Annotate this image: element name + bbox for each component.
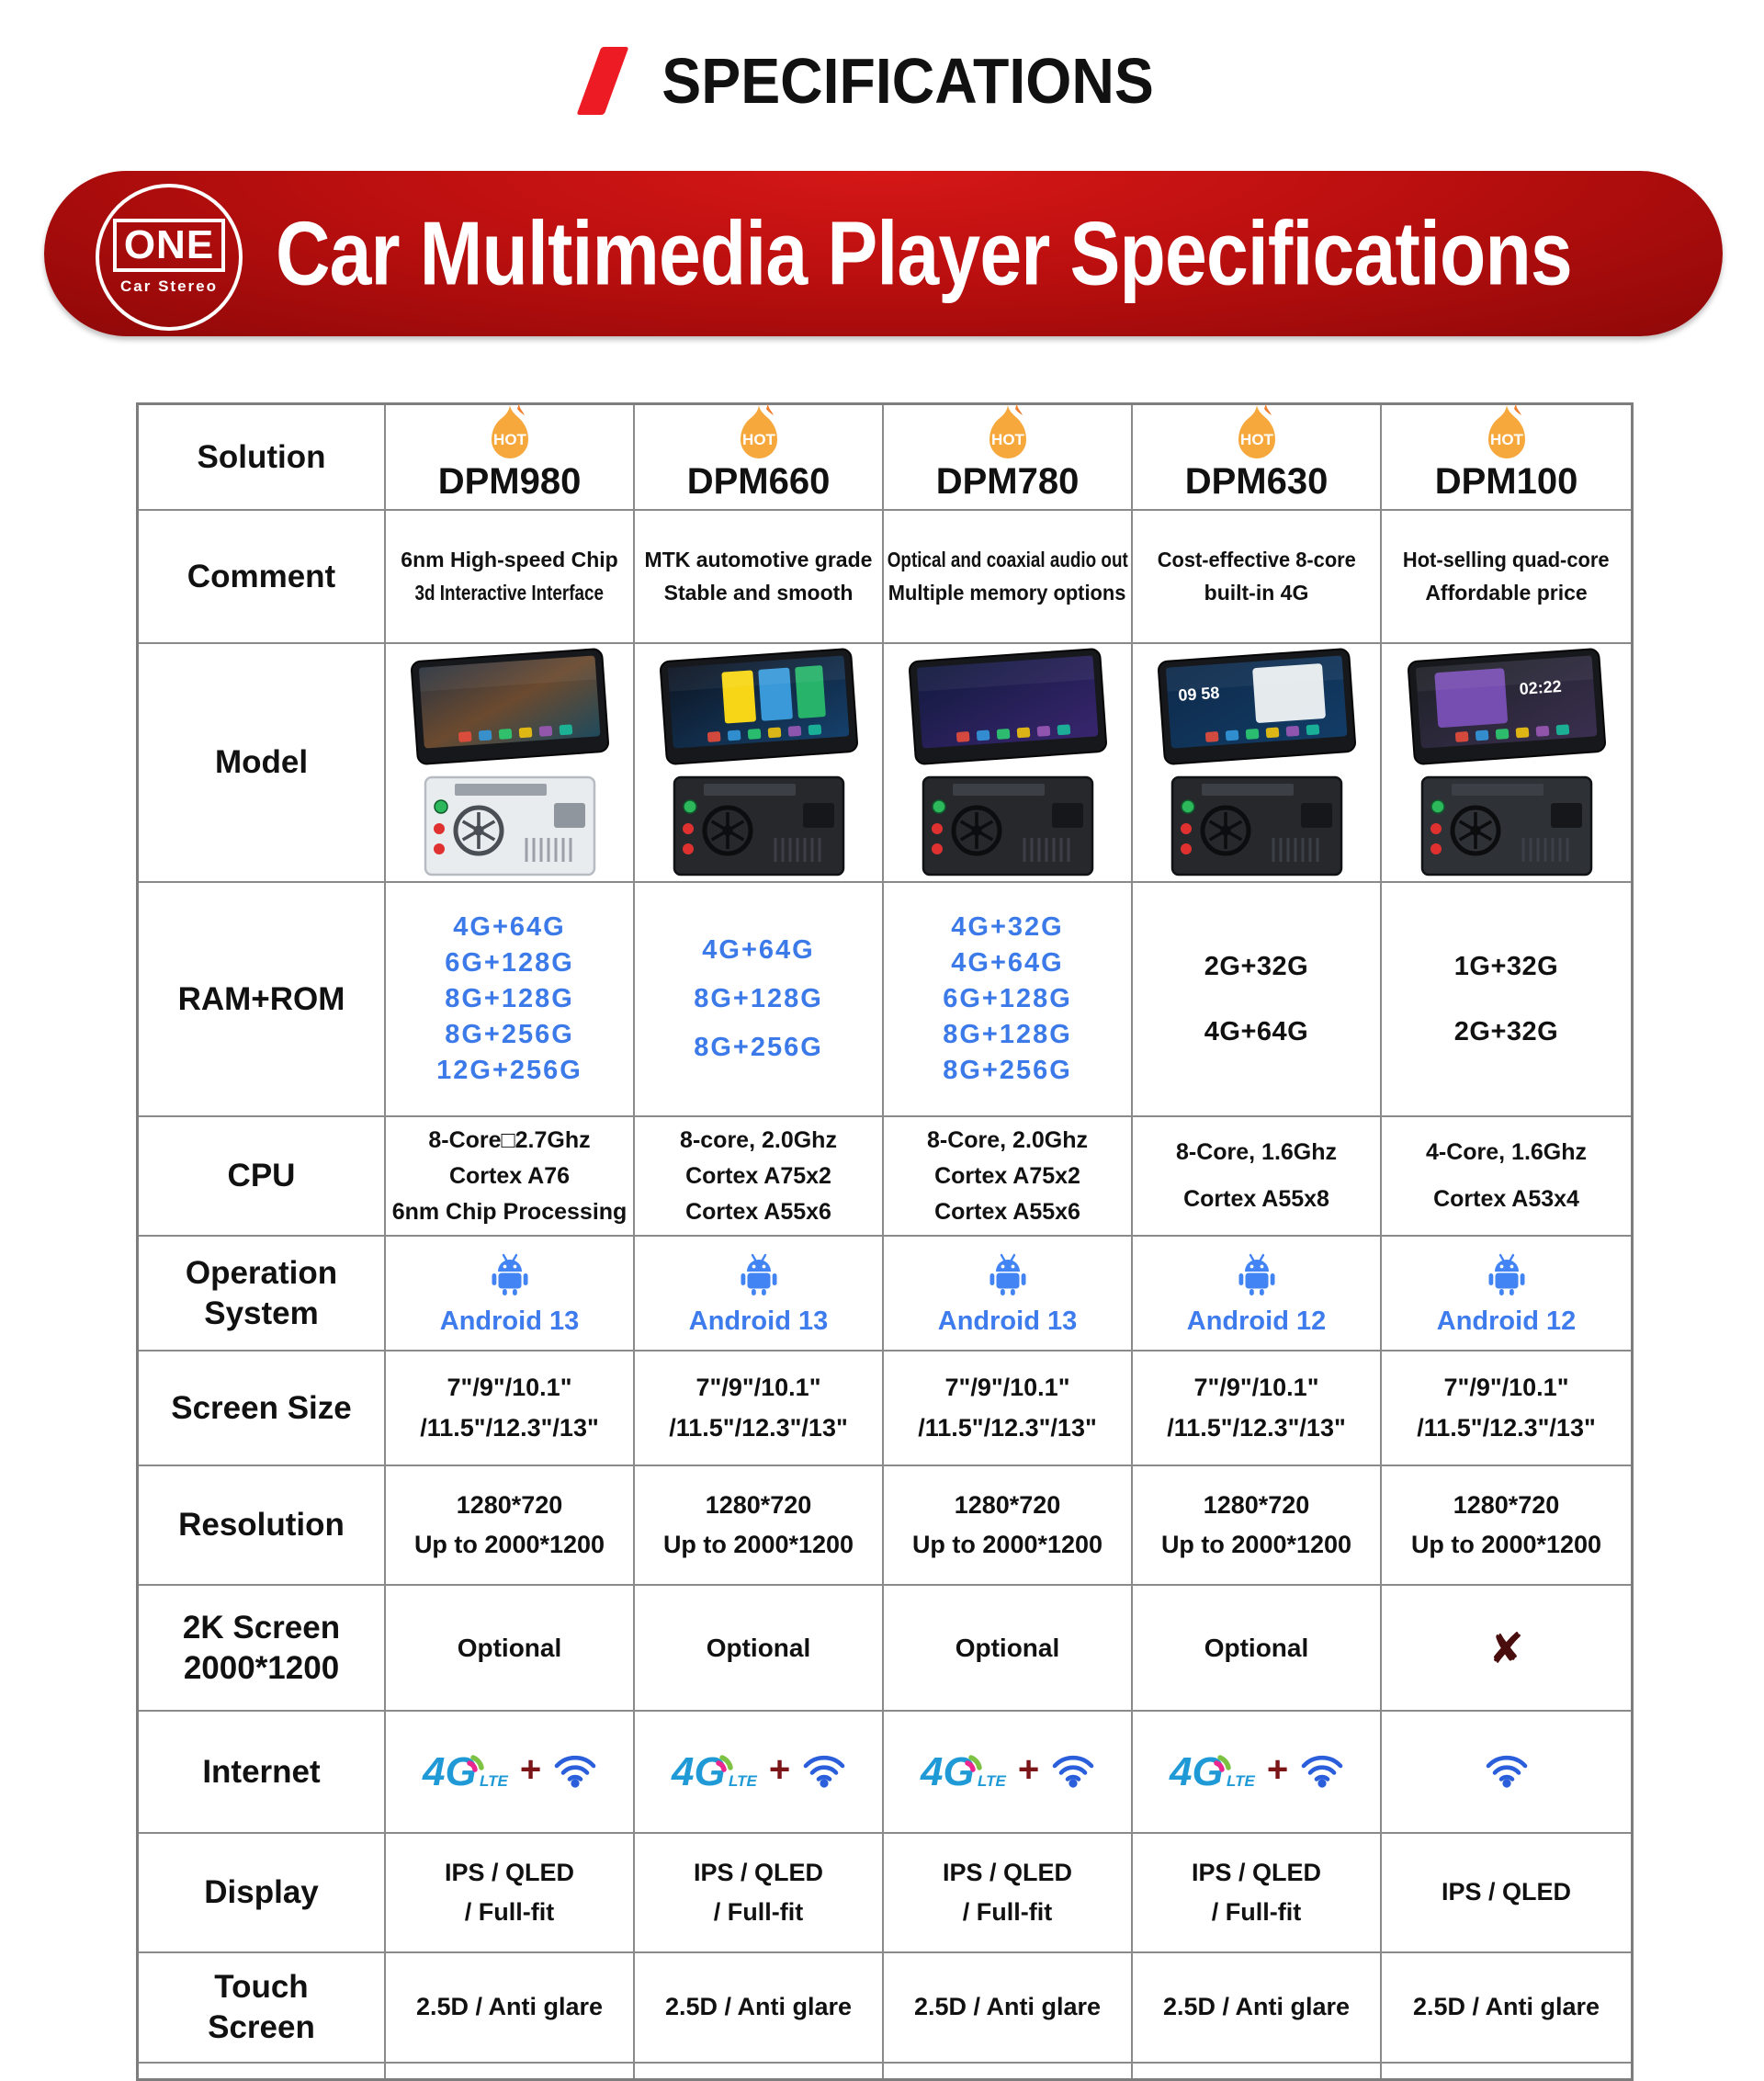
cell-solution-DPM780 — [884, 405, 1133, 511]
ram-rom-value: 8G+128G — [445, 984, 574, 1013]
cell-comment-DPM100 — [1382, 511, 1631, 644]
cell-touch-DPM780 — [884, 1953, 1133, 2064]
row-label-line: Operation — [185, 1254, 338, 1291]
internet-icons — [919, 1745, 1096, 1799]
ram-rom-value: 8G+256G — [694, 1033, 823, 1062]
cell-cpu-DPM780 — [884, 1117, 1133, 1237]
cpu-value: 6nm Chip Processing — [391, 1198, 628, 1225]
table-row-comment — [139, 511, 1631, 644]
cell-solution-DPM660 — [635, 405, 884, 511]
svg-text:4G: 4G — [920, 1749, 975, 1794]
banner — [44, 171, 1723, 336]
cell-screen_2k-DPM630 — [1133, 1586, 1382, 1712]
cell-display-DPM660 — [635, 1834, 884, 1953]
comment-text: MTK automotive grade — [644, 547, 873, 571]
svg-text:LTE: LTE — [728, 1772, 757, 1790]
comment-text: Optical and coaxial audio out — [887, 547, 1128, 571]
touch-screen-value: 2.5D / Anti glare — [1162, 1993, 1351, 2021]
hot-flame-icon — [484, 402, 536, 461]
ram-rom-value: 2G+32G — [1204, 951, 1309, 981]
cell-resolution-DPM630 — [1133, 1466, 1382, 1586]
2k-screen-value: Optional — [706, 1633, 811, 1662]
wifi-signal — [1299, 1751, 1345, 1793]
display-value: IPS / QLED — [942, 1858, 1073, 1886]
row-label-line: Display — [204, 1874, 319, 1911]
row-label-screen_2k — [139, 1586, 386, 1712]
banner-title: Car Multimedia Player Specifications — [276, 202, 1572, 304]
device-front — [899, 646, 1116, 772]
wifi-icon — [801, 1751, 847, 1788]
4g-lte-logo — [919, 1745, 1007, 1799]
cpu-value: 4-Core, 1.6Ghz — [1425, 1139, 1588, 1165]
comment-text: built-in 4G — [1204, 580, 1309, 605]
cpu-value: Cortex A75x2 — [685, 1162, 831, 1189]
cell-ram-DPM630 — [1133, 883, 1382, 1117]
cell-comment-DPM630 — [1133, 511, 1382, 644]
os-version: Android 13 — [688, 1306, 829, 1336]
partial-cell — [139, 2064, 386, 2078]
4g-lte-logo — [1168, 1745, 1256, 1799]
ram-rom-value: 8G+128G — [943, 1020, 1072, 1049]
plus-icon: + — [768, 1748, 791, 1790]
ram-rom-value: 6G+128G — [943, 984, 1072, 1013]
row-label-line: 2000*1200 — [183, 1649, 340, 1686]
row-label-line: RAM+ROM — [177, 980, 345, 1017]
col-header-DPM780: DPM780 — [935, 460, 1080, 502]
row-label-line: 2K Screen — [182, 1609, 341, 1646]
android-icon — [1486, 1250, 1528, 1296]
cpu-value: 8-Core, 1.6Ghz — [1175, 1139, 1338, 1165]
row-label-line: Resolution — [178, 1507, 345, 1544]
cpu-value: Cortex A55x8 — [1183, 1186, 1329, 1212]
android-robot — [489, 1250, 531, 1301]
hot-badge — [484, 402, 536, 461]
comment-line — [664, 577, 854, 610]
ram-rom-value: 2G+32G — [1453, 1016, 1559, 1046]
partial-cell — [1133, 2064, 1382, 2078]
row-label-ram — [139, 883, 386, 1117]
ram-rom-value: 8G+128G — [694, 984, 823, 1013]
partial-bottom-row — [139, 2064, 1631, 2078]
device-back — [1165, 772, 1349, 885]
device-back-image — [418, 772, 602, 880]
touch-screen-value: 2.5D / Anti glare — [664, 1993, 853, 2021]
android-icon — [987, 1250, 1029, 1296]
device-front — [1148, 646, 1365, 772]
device-front-image — [650, 646, 867, 767]
4g-lte-icon — [421, 1745, 509, 1794]
cell-model-DPM780 — [884, 644, 1133, 883]
svg-text:HOT: HOT — [1239, 430, 1273, 448]
svg-text:4G: 4G — [422, 1749, 477, 1794]
ram-rom-value: 6G+128G — [445, 948, 574, 978]
logo-one-text: ONE — [113, 219, 225, 271]
cell-internet-DPM630 — [1133, 1712, 1382, 1834]
internet-icons — [670, 1745, 847, 1799]
cell-screen_size-DPM980 — [386, 1352, 635, 1466]
device-back-image — [1415, 772, 1599, 880]
cell-internet-DPM980 — [386, 1712, 635, 1834]
cpu-value: 8-Core, 2.0Ghz — [926, 1126, 1089, 1153]
comment-text: 3d Interactive Interface — [414, 580, 605, 605]
col-header-DPM980: DPM980 — [437, 460, 582, 502]
screen-size-value: 7"/9"/10.1" — [1193, 1374, 1319, 1402]
cell-ram-DPM780 — [884, 883, 1133, 1117]
device-back-image — [1165, 772, 1349, 880]
touch-screen-value: 2.5D / Anti glare — [1412, 1993, 1600, 2021]
col-header-DPM100: DPM100 — [1434, 460, 1578, 502]
cpu-value: Cortex A53x4 — [1433, 1186, 1579, 1212]
cell-os-DPM780 — [884, 1237, 1133, 1352]
comment-line — [645, 544, 873, 577]
table-row-screen_size — [139, 1352, 1631, 1466]
table-row-internet — [139, 1712, 1631, 1834]
comment-line — [1425, 577, 1587, 610]
cell-touch-DPM660 — [635, 1953, 884, 2064]
display-value: IPS / QLED — [693, 1858, 824, 1886]
screen-size-value: 7"/9"/10.1" — [447, 1374, 572, 1402]
4g-lte-icon — [919, 1745, 1007, 1794]
device-front — [1398, 646, 1615, 772]
android-icon — [1236, 1250, 1278, 1296]
row-label-touch — [139, 1953, 386, 2064]
cell-solution-DPM630 — [1133, 405, 1382, 511]
svg-text:4G: 4G — [671, 1749, 726, 1794]
svg-text:HOT: HOT — [1489, 430, 1523, 448]
comment-text: Stable and smooth — [663, 580, 854, 605]
internet-icons — [1484, 1751, 1530, 1793]
device-back — [1415, 772, 1599, 885]
android-icon — [489, 1250, 531, 1296]
cpu-value: Cortex A76 — [448, 1162, 571, 1189]
cell-internet-DPM780 — [884, 1712, 1133, 1834]
android-robot — [1486, 1250, 1528, 1301]
hot-flame-icon — [733, 402, 785, 461]
svg-text:HOT: HOT — [741, 430, 775, 448]
resolution-value: 1280*720 — [1453, 1490, 1560, 1519]
4g-lte-icon — [1168, 1745, 1256, 1794]
cell-model-DPM980 — [386, 644, 635, 883]
cell-internet-DPM660 — [635, 1712, 884, 1834]
device-front-image — [401, 646, 618, 767]
comment-text: Cost-effective 8-core — [1157, 547, 1356, 571]
cell-os-DPM630 — [1133, 1237, 1382, 1352]
screen-size-value: /11.5"/12.3"/13" — [420, 1413, 599, 1442]
cell-touch-DPM100 — [1382, 1953, 1631, 2064]
2k-screen-value: Optional — [1204, 1633, 1309, 1662]
cell-screen_2k-DPM980 — [386, 1586, 635, 1712]
svg-text:LTE: LTE — [1226, 1772, 1255, 1790]
cell-display-DPM780 — [884, 1834, 1133, 1953]
display-value: / Full-fit — [1211, 1898, 1302, 1926]
row-label-comment — [139, 511, 386, 644]
cell-solution-DPM980 — [386, 405, 635, 511]
cell-resolution-DPM100 — [1382, 1466, 1631, 1586]
col-header-DPM660: DPM660 — [686, 460, 831, 502]
cross-icon: ✘ — [1488, 1623, 1524, 1672]
row-label-model — [139, 644, 386, 883]
row-label-screen_size — [139, 1352, 386, 1466]
display-value: / Full-fit — [962, 1898, 1053, 1926]
wifi-signal — [552, 1751, 598, 1793]
ram-rom-value: 4G+32G — [951, 912, 1064, 942]
device-back — [418, 772, 602, 885]
comment-line — [1152, 544, 1362, 577]
comment-line — [861, 544, 1155, 577]
wifi-icon — [1050, 1751, 1096, 1788]
table-row-model — [139, 644, 1631, 883]
ram-rom-value: 4G+64G — [702, 935, 815, 965]
hot-flame-icon — [1231, 402, 1283, 461]
cell-ram-DPM980 — [386, 883, 635, 1117]
comment-text: Multiple memory options — [888, 580, 1126, 605]
comment-line — [394, 577, 625, 610]
cell-cpu-DPM100 — [1382, 1117, 1631, 1237]
cell-os-DPM980 — [386, 1237, 635, 1352]
table-row-ram — [139, 883, 1631, 1117]
svg-text:02:22: 02:22 — [1518, 676, 1562, 698]
resolution-value: 1280*720 — [1203, 1490, 1310, 1519]
cell-internet-DPM100 — [1382, 1712, 1631, 1834]
os-version: Android 12 — [1186, 1306, 1327, 1336]
resolution-value: 1280*720 — [456, 1490, 563, 1519]
row-label-line: System — [204, 1295, 319, 1331]
partial-cell — [884, 2064, 1133, 2078]
cell-screen_size-DPM630 — [1133, 1352, 1382, 1466]
touch-screen-value: 2.5D / Anti glare — [913, 1993, 1102, 2021]
logo-car-stereo-text: Car Stereo — [120, 277, 218, 295]
cell-comment-DPM780 — [884, 511, 1133, 644]
display-value: IPS / QLED — [1441, 1878, 1572, 1906]
row-label-os — [139, 1237, 386, 1352]
screen-size-value: /11.5"/12.3"/13" — [1417, 1413, 1596, 1442]
resolution-value: 1280*720 — [705, 1490, 812, 1519]
partial-cell — [635, 2064, 884, 2078]
device-front-image — [899, 646, 1116, 767]
row-label-line: Screen — [208, 2009, 315, 2045]
cell-comment-DPM660 — [635, 511, 884, 644]
device-back — [667, 772, 851, 885]
hot-flame-icon — [982, 402, 1034, 461]
cell-model-DPM100 — [1382, 644, 1631, 883]
cell-cpu-DPM660 — [635, 1117, 884, 1237]
cpu-value: 8-Core□2.7Ghz — [428, 1126, 591, 1153]
resolution-value: Up to 2000*1200 — [413, 1531, 605, 1558]
page-header — [0, 35, 1764, 127]
row-label-line: Touch — [214, 1969, 309, 2006]
cell-comment-DPM980 — [386, 511, 635, 644]
display-value: / Full-fit — [713, 1898, 804, 1926]
row-label-display — [139, 1834, 386, 1953]
cell-screen_size-DPM780 — [884, 1352, 1133, 1466]
row-label-line: CPU — [227, 1158, 296, 1194]
device-front-image — [1398, 646, 1615, 767]
screen-size-value: 7"/9"/10.1" — [944, 1374, 1070, 1402]
row-label-cpu — [139, 1117, 386, 1237]
cell-display-DPM100 — [1382, 1834, 1631, 1953]
device-front — [650, 646, 867, 772]
cell-screen_size-DPM660 — [635, 1352, 884, 1466]
comment-line — [1397, 544, 1614, 577]
table-row-cpu — [139, 1117, 1631, 1237]
screen-size-value: 7"/9"/10.1" — [695, 1374, 821, 1402]
ram-rom-value: 8G+256G — [943, 1056, 1072, 1085]
android-robot — [1236, 1250, 1278, 1301]
hot-badge — [1231, 402, 1283, 461]
ram-rom-value: 4G+64G — [951, 948, 1064, 978]
row-label-line: Model — [214, 744, 309, 781]
cpu-value: Cortex A55x6 — [934, 1198, 1080, 1225]
table-row-screen_2k — [139, 1586, 1631, 1712]
android-icon — [738, 1250, 780, 1296]
internet-icons — [421, 1745, 598, 1799]
plus-icon: + — [1266, 1748, 1289, 1790]
cell-model-DPM660 — [635, 644, 884, 883]
ram-rom-value: 8G+256G — [445, 1020, 574, 1049]
table-row-display — [139, 1834, 1631, 1953]
hot-badge — [982, 402, 1034, 461]
device-front — [401, 646, 618, 772]
row-label-line: Comment — [187, 558, 336, 594]
comment-text: 6nm High-speed Chip — [401, 547, 618, 571]
table-row-resolution — [139, 1466, 1631, 1586]
cell-display-DPM630 — [1133, 1834, 1382, 1953]
partial-cell — [1382, 2064, 1631, 2078]
screen-size-value: /11.5"/12.3"/13" — [1167, 1413, 1346, 1442]
table-row-os — [139, 1237, 1631, 1352]
display-value: IPS / QLED — [444, 1858, 575, 1886]
plus-icon: + — [1017, 1748, 1040, 1790]
resolution-value: Up to 2000*1200 — [662, 1531, 854, 1558]
device-front-image — [1148, 646, 1365, 767]
svg-text:HOT: HOT — [990, 430, 1024, 448]
cell-model-DPM630 — [1133, 644, 1382, 883]
device-back-image — [667, 772, 851, 880]
resolution-value: Up to 2000*1200 — [1410, 1531, 1602, 1558]
row-label-line: Solution — [197, 438, 326, 475]
row-label-line: Screen Size — [171, 1389, 352, 1426]
internet-icons — [1168, 1745, 1345, 1799]
cell-display-DPM980 — [386, 1834, 635, 1953]
os-version: Android 13 — [439, 1306, 580, 1336]
comment-text: Affordable price — [1425, 580, 1588, 605]
hot-flame-icon — [1481, 402, 1532, 461]
col-header-DPM630: DPM630 — [1184, 460, 1329, 502]
plus-icon: + — [519, 1748, 542, 1790]
svg-text:LTE: LTE — [479, 1772, 508, 1790]
svg-text:LTE: LTE — [977, 1772, 1006, 1790]
cell-resolution-DPM660 — [635, 1466, 884, 1586]
page-title: SPECIFICATIONS — [662, 45, 1154, 117]
cell-touch-DPM630 — [1133, 1953, 1382, 2064]
slash-icon — [576, 47, 628, 115]
os-version: Android 13 — [937, 1306, 1078, 1336]
hot-badge — [1481, 402, 1532, 461]
ram-rom-value: 4G+64G — [453, 912, 566, 942]
row-label-resolution — [139, 1466, 386, 1586]
row-label-line: Internet — [202, 1753, 321, 1790]
comment-line — [401, 544, 617, 577]
table-row-solution — [139, 405, 1631, 511]
ram-rom-value: 4G+64G — [1204, 1016, 1309, 1046]
one-car-stereo-logo — [96, 184, 243, 331]
cell-os-DPM660 — [635, 1237, 884, 1352]
svg-text:4G: 4G — [1169, 1749, 1224, 1794]
resolution-value: Up to 2000*1200 — [1160, 1531, 1352, 1558]
ram-rom-value: 12G+256G — [436, 1056, 582, 1085]
cell-cpu-DPM980 — [386, 1117, 635, 1237]
cell-ram-DPM100 — [1382, 883, 1631, 1117]
android-robot — [987, 1250, 1029, 1301]
wifi-signal — [1050, 1751, 1096, 1793]
resolution-value: 1280*720 — [954, 1490, 1061, 1519]
row-label-internet — [139, 1712, 386, 1834]
resolution-value: Up to 2000*1200 — [911, 1531, 1103, 1558]
4g-lte-icon — [670, 1745, 758, 1794]
4g-lte-logo — [670, 1745, 758, 1799]
2k-screen-value: Optional — [955, 1633, 1060, 1662]
os-version: Android 12 — [1436, 1306, 1577, 1336]
device-back-image — [916, 772, 1100, 880]
partial-cell — [386, 2064, 635, 2078]
svg-text:09 58: 09 58 — [1177, 683, 1220, 705]
wifi-signal — [801, 1751, 847, 1793]
svg-text:HOT: HOT — [492, 430, 526, 448]
cell-resolution-DPM980 — [386, 1466, 635, 1586]
cell-cpu-DPM630 — [1133, 1117, 1382, 1237]
cpu-value: 8-core, 2.0Ghz — [680, 1126, 837, 1153]
table-row-touch — [139, 1953, 1631, 2064]
screen-size-value: 7"/9"/10.1" — [1443, 1374, 1569, 1402]
wifi-signal — [1484, 1751, 1530, 1793]
wifi-icon — [1484, 1751, 1530, 1788]
cell-resolution-DPM780 — [884, 1466, 1133, 1586]
row-label-solution — [139, 405, 386, 511]
hot-badge — [733, 402, 785, 461]
4g-lte-logo — [421, 1745, 509, 1799]
cell-ram-DPM660 — [635, 883, 884, 1117]
cell-os-DPM100 — [1382, 1237, 1631, 1352]
wifi-icon — [1299, 1751, 1345, 1788]
display-value: / Full-fit — [464, 1898, 555, 1926]
display-value: IPS / QLED — [1191, 1858, 1322, 1886]
cpu-value: Cortex A55x6 — [685, 1198, 831, 1225]
2k-screen-value: Optional — [457, 1633, 562, 1662]
screen-size-value: /11.5"/12.3"/13" — [918, 1413, 1097, 1442]
cell-screen_size-DPM100 — [1382, 1352, 1631, 1466]
cpu-value: Cortex A75x2 — [934, 1162, 1080, 1189]
cell-solution-DPM100 — [1382, 405, 1631, 511]
spec-table — [136, 402, 1634, 2081]
touch-screen-value: 2.5D / Anti glare — [415, 1993, 604, 2021]
ram-rom-value: 1G+32G — [1453, 951, 1559, 981]
comment-text: Hot-selling quad-core — [1403, 547, 1610, 571]
cell-touch-DPM980 — [386, 1953, 635, 2064]
cell-screen_2k-DPM100 — [1382, 1586, 1631, 1712]
comment-line — [882, 577, 1132, 610]
device-back — [916, 772, 1100, 885]
cell-screen_2k-DPM780 — [884, 1586, 1133, 1712]
cell-screen_2k-DPM660 — [635, 1586, 884, 1712]
android-robot — [738, 1250, 780, 1301]
screen-size-value: /11.5"/12.3"/13" — [669, 1413, 848, 1442]
comment-line — [1204, 577, 1309, 610]
wifi-icon — [552, 1751, 598, 1788]
